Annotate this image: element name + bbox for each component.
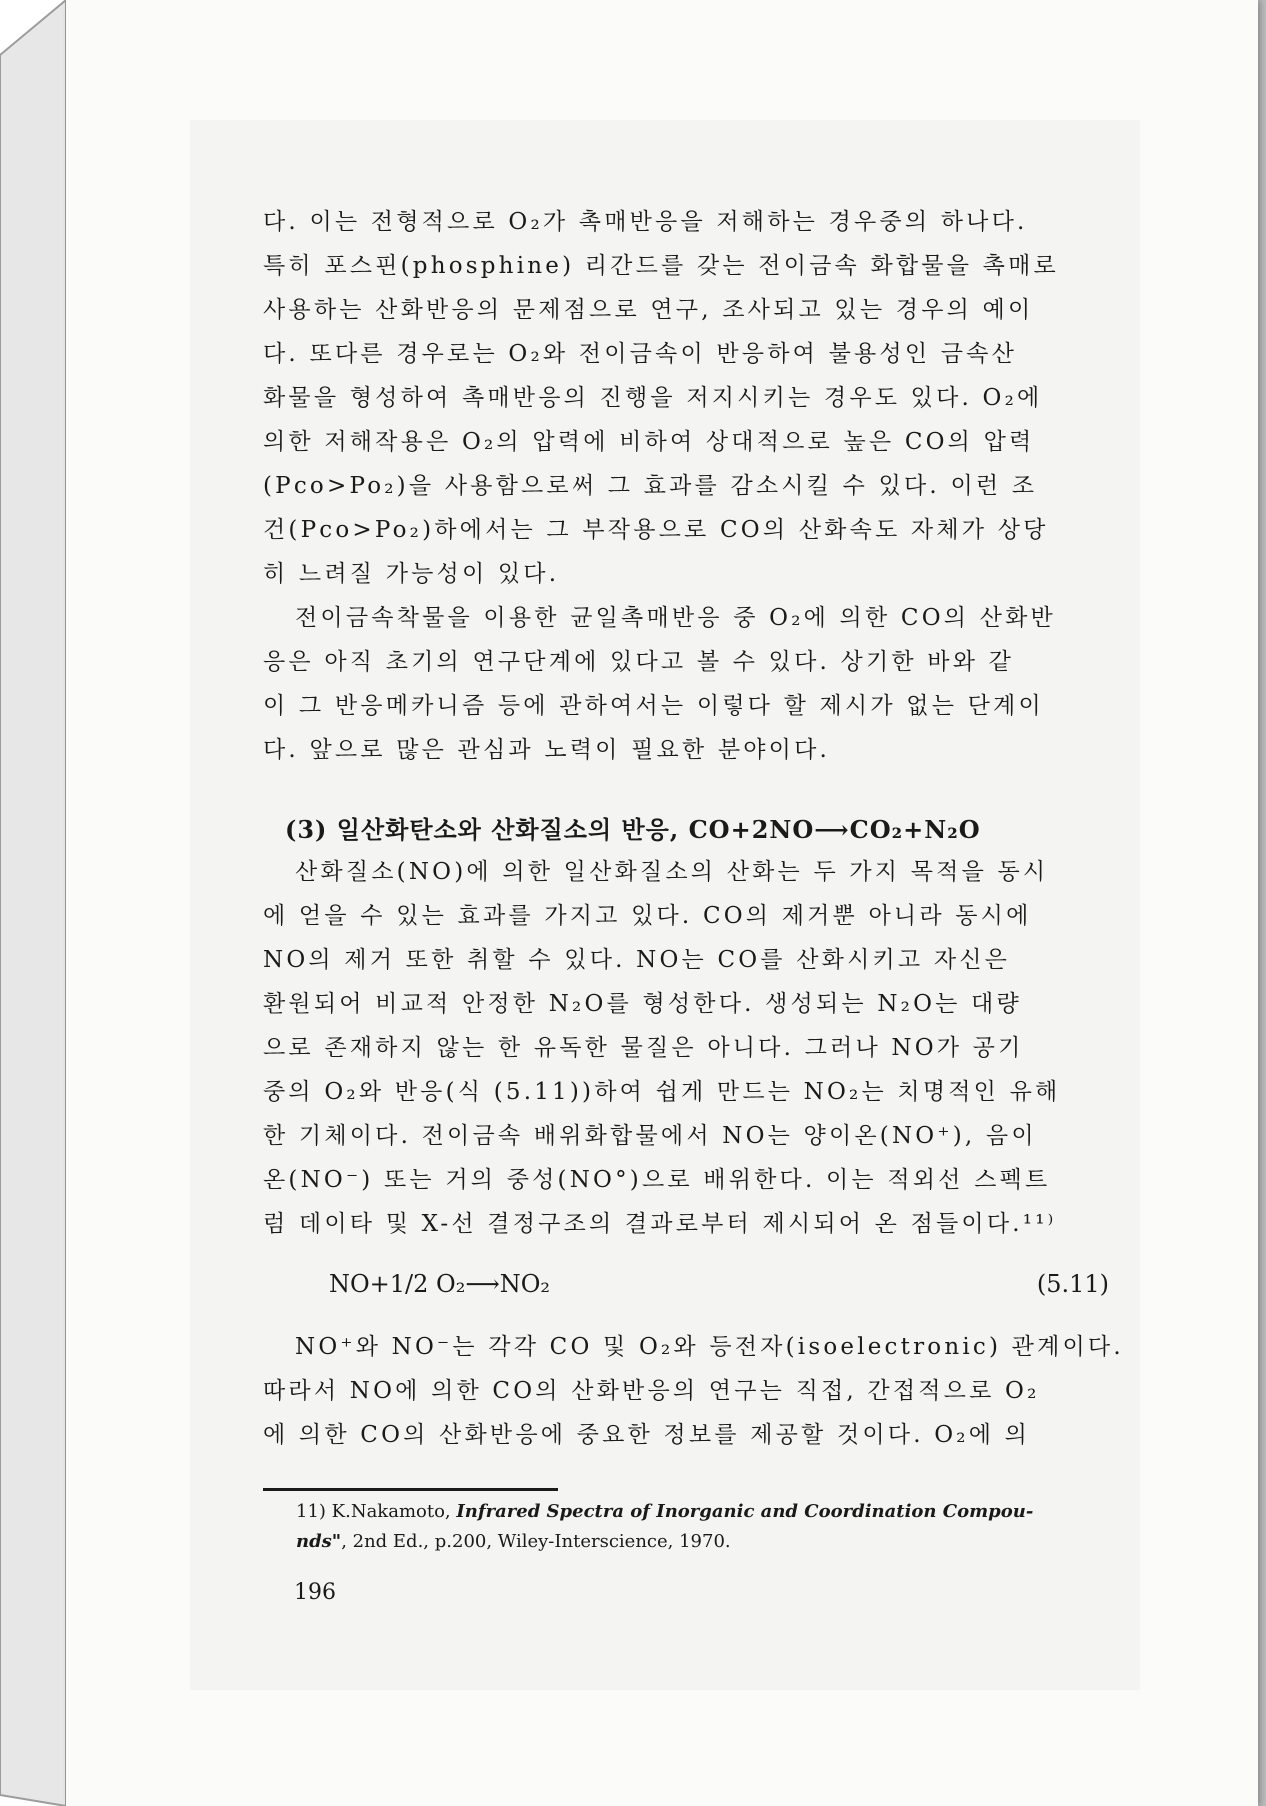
- text-line: 에 의한 CO의 산화반응에 중요한 정보를 제공할 것이다. O₂에 의: [263, 1422, 1031, 1448]
- footnote-line-1: [296, 1498, 1096, 1526]
- equation-text: NO+1/2 O₂⟶NO₂: [329, 1270, 551, 1298]
- footnote-rule: [263, 1488, 558, 1491]
- text-line: 으로 존재하지 않는 한 유독한 물질은 아니다. 그러나 NO가 공기: [263, 1035, 1024, 1061]
- page-number: 196: [294, 1580, 336, 1605]
- text-line: 럼 데이타 및 X-선 결정구조의 결과로부터 제시되어 온 점들이다.¹¹⁾: [263, 1211, 1057, 1237]
- equation: [329, 1270, 1109, 1298]
- text-line: (Pco>Po₂)을 사용함으로써 그 효과를 감소시킬 수 있다. 이런 조: [263, 473, 1038, 499]
- text-line: 중의 O₂와 반응(식 (5.11))하여 쉽게 만드는 NO₂는 치명적인 유해: [263, 1079, 1061, 1105]
- footnote-title: Infrared Spectra of Inorganic and Coordination Compou-: [456, 1501, 1034, 1522]
- text-line: 따라서 NO에 의한 CO의 산화반응의 연구는 직접, 간접적으로 O₂: [263, 1378, 1040, 1404]
- text-line: 전이금속착물을 이용한 균일촉매반응 중 O₂에 의한 CO의 산화반: [295, 605, 1056, 631]
- text-line: 다. 앞으로 많은 관심과 노력이 필요한 분야이다.: [263, 737, 831, 763]
- text-line: 환원되어 비교적 안정한 N₂O를 형성한다. 생성되는 N₂O는 대량: [263, 991, 1022, 1017]
- text-line: 다. 이는 전형적으로 O₂가 촉매반응을 저해하는 경우중의 하나다.: [263, 209, 1028, 235]
- text-line: 히 느려질 가능성이 있다.: [263, 561, 560, 587]
- text-line: NO의 제거 또한 취할 수 있다. NO는 CO를 산화시키고 자신은: [263, 947, 1011, 973]
- text-line: 화물을 형성하여 촉매반응의 진행을 저지시키는 경우도 있다. O₂에: [263, 385, 1043, 411]
- text-line: 온(NO⁻) 또는 거의 중성(NO°)으로 배위한다. 이는 적외선 스펙트: [263, 1167, 1051, 1193]
- text-line: 특히 포스핀(phosphine) 리간드를 갖는 전이금속 화합물을 촉매로: [263, 253, 1059, 279]
- footnote-line-2: [296, 1528, 1096, 1556]
- text-line: 이 그 반응메카니즘 등에 관하여서는 이렇다 할 제시가 없는 단계이: [263, 693, 1044, 719]
- text-line: 건(Pco>Po₂)하에서는 그 부작용으로 CO의 산화속도 자체가 상당: [263, 517, 1049, 543]
- text-line: 에 얻을 수 있는 효과를 가지고 있다. CO의 제거뿐 아니라 동시에: [263, 903, 1032, 929]
- text-line: 한 기체이다. 전이금속 배위화합물에서 NO는 양이온(NO⁺), 음이: [263, 1123, 1037, 1149]
- footnote-citation: , 2nd Ed., p.200, Wiley-Interscience, 1970.: [341, 1531, 731, 1552]
- footnote-title-cont: nds": [296, 1531, 342, 1552]
- text-line: 사용하는 산화반응의 문제점으로 연구, 조사되고 있는 경우의 예이: [263, 297, 1034, 323]
- text-line: 의한 저해작용은 O₂의 압력에 비하여 상대적으로 높은 CO의 압력: [263, 429, 1035, 455]
- text-line: 산화질소(NO)에 의한 일산화질소의 산화는 두 가지 목적을 동시: [295, 859, 1049, 885]
- section-heading: (3) 일산화탄소와 산화질소의 반응, CO+2NO⟶CO₂+N₂O: [285, 815, 981, 844]
- text-line: NO⁺와 NO⁻는 각각 CO 및 O₂와 등전자(isoelectronic) 관계이다.: [295, 1334, 1124, 1360]
- text-line: 응은 아직 초기의 연구단계에 있다고 볼 수 있다. 상기한 바와 같: [263, 649, 1015, 675]
- equation-number: (5.11): [1036, 1270, 1109, 1298]
- text-line: 다. 또다른 경우로는 O₂와 전이금속이 반응하여 불용성인 금속산: [263, 341, 1018, 367]
- footnote-ref: 11) K.Nakamoto,: [296, 1501, 457, 1522]
